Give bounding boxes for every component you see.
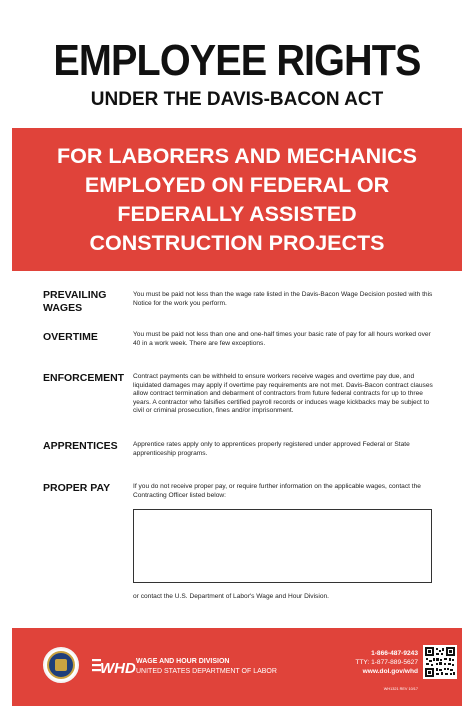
banner-line: FOR LABORERS AND MECHANICS [57,143,417,168]
banner-line: CONSTRUCTION PROJECTS [89,230,385,255]
whd-logo [92,653,136,679]
section-label: PROPER PAY [43,482,111,494]
section-label: APPRENTICES [43,440,118,452]
page-title: EMPLOYEE RIGHTS [53,36,421,85]
section-text: Contract payments can be withheld to ensure workers receive wages and overtime pay due, and liquidated damages may apply if overtime pay requirements are not met. Davis-Bacon contract clauses allow contract termination and debarment of contractors from future federal contracts for up to three years. A contractor who falsifies certified payroll records or induces wage kickbacks may be subject to civil or criminal prosecution, fines and/or imprisonment. [133,373,433,415]
section-text: You must be paid not less than one and one-half times your basic rate of pay for all hours worked over 40 in a work week. There are few exceptions. [133,331,431,347]
agency-name: WAGE AND HOUR DIVISION [136,658,230,665]
banner-line: EMPLOYED ON FEDERAL OR [84,172,390,197]
phone-number: 1-866-487-9243 [371,650,418,657]
section-text: You must be paid not less than the wage rate listed in the Davis-Bacon Wage Decision posted with this Notice for the work you perform. [133,291,433,307]
page-subtitle: UNDER THE DAVIS-BACON ACT [90,89,384,110]
dol-seal-icon [43,647,79,683]
contact-alt-text: or contact the U.S. Department of Labor's Wage and Hour Division. [133,593,329,600]
qr-code-icon [423,645,457,679]
section-text: Apprentice rates apply only to apprentices properly registered under approved Federal or State apprenticeship programs. [133,441,410,457]
contact-info [302,650,418,676]
section-text: If you do not receive proper pay, or require further information on the applicable wages, contact the Contracting Officer listed below: [133,483,421,499]
section-label: ENFORCEMENT [43,372,125,384]
contracting-officer-box [133,509,432,583]
department-name: UNITED STATES DEPARTMENT OF LABOR [136,668,277,675]
form-id: WH1321 REV 10/17 [383,687,418,691]
website-link[interactable]: www.dol.gov/whd [362,667,418,675]
section-label-line: WAGES [43,302,83,314]
section-label: OVERTIME [43,331,98,343]
footer [12,628,462,706]
tty-number: TTY: 1-877-889-5627 [355,658,418,666]
whd-logo-text: WHD [100,660,136,677]
banner-line: FEDERALLY ASSISTED [117,201,357,226]
section-label-line: PREVAILING [43,289,107,301]
section-label [43,289,131,315]
